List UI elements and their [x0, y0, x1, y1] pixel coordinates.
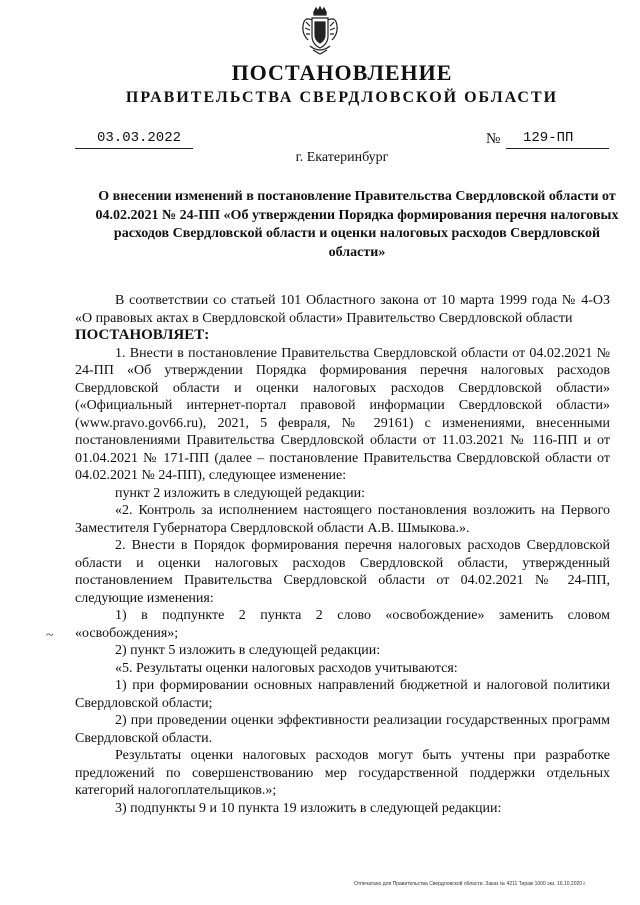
print-footer: Отпечатано для Правительства Свердловской области. Заказ № 4211 Тираж 1000 экз. 16.10.2020 г.: [354, 881, 587, 887]
document-body: [75, 292, 610, 817]
paragraph-4: 2. Внести в Порядок формирования перечня налоговых расходов Свердловской области и оценки налоговых расходов Свердловской области, утвержденный постановлением Правительства Свердловской области от 04.02.2021 № 24-ПП, следующие изменения:: [75, 538, 610, 606]
document-date: 03.03.2022: [97, 130, 182, 146]
city: г. Екатеринбург: [295, 150, 389, 165]
paragraph-10: Результаты оценки налоговых расходов могут быть учтены при разработке предложений по совершенствованию мер государственной поддержки отдельных категорий налогоплательщиков.»;: [75, 748, 610, 798]
paragraph-intro: В соответствии со статьей 101 Областного закона от 10 марта 1999 года № 4-ОЗ «О правовых актах в Свердловской области» Правительство Свердловской области: [75, 293, 610, 326]
document-number: 129-ПП: [523, 130, 574, 146]
margin-mark: ~: [46, 628, 54, 643]
paragraph-11: 3) подпункты 9 и 10 пункта 19 изложить в следующей редакции:: [115, 800, 502, 816]
paragraph-7: «5. Результаты оценки налоговых расходов учитываются:: [115, 660, 458, 676]
date-underline: [75, 148, 193, 149]
paragraph-8: 1) при формировании основных направлений бюджетной и налоговой политики Свердловской области;: [75, 678, 610, 711]
coat-of-arms-emblem: [300, 6, 340, 56]
document-title: ПОСТАНОВЛЕНИЕ: [231, 60, 453, 85]
document-heading: О внесении изменений в постановление Правительства Свердловской области от 04.02.2021 № 24-ПП «Об утверждении Порядка формирования перечня налоговых расходов Свердловской области и оценки налоговых расходов Свердловской области»: [95, 189, 619, 260]
paragraph-9: 2) при проведении оценки эффективности реализации государственных программ Свердловской области.: [75, 713, 610, 746]
paragraph-6: 2) пункт 5 изложить в следующей редакции:: [115, 643, 381, 658]
paragraph-1: 1. Внести в постановление Правительства Свердловской области от 04.02.2021 № 24-ПП «Об утверждении Порядка формирования перечня налоговых расходов Свердловской области и оценки налоговых расходов Свердловской области» («Официальный интернет-портал правовой информации Свердловской области» (www.pravo.gov66.ru), 2021, 5 февраля, № 29161) с изменениями, внесенными постановлениями Правительства Свердловской области от 11.03.2021 № 116-ПП и от 01.04.2021 № 171-ПП (далее – постановление Правительства Свердловской области от 04.02.2021 № 24-ПП), следующее изменение:: [75, 345, 610, 483]
number-label: №: [486, 131, 501, 147]
paragraph-5: 1) в подпункте 2 пункта 2 слово «освобождение» заменить словом «освобождения»;: [75, 608, 610, 641]
paragraph-resolve: ПОСТАНОВЛЯЕТ:: [75, 327, 210, 343]
number-underline: [506, 148, 609, 149]
document-subtitle: ПРАВИТЕЛЬСТВА СВЕРДЛОВСКОЙ ОБЛАСТИ: [125, 89, 559, 106]
paragraph-2: пункт 2 изложить в следующей редакции:: [115, 485, 365, 501]
paragraph-3: «2. Контроль за исполнением настоящего постановления возложить на Первого Заместителя Губернатора Свердловской области А.В. Шмыкова.».: [75, 503, 610, 536]
